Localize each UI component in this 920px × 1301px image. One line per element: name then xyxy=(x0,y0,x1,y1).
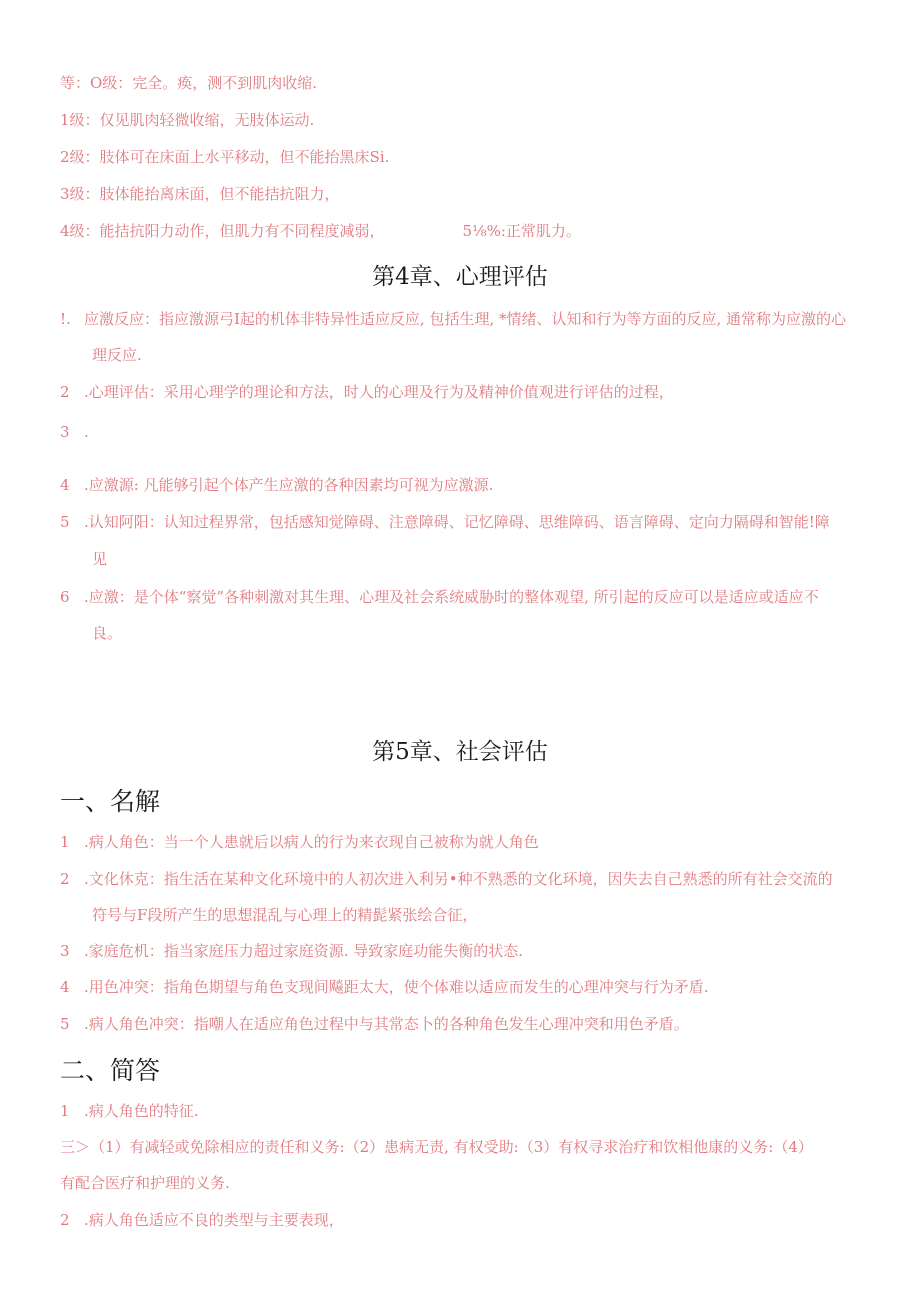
ch4-item-3 xyxy=(60,422,89,442)
ch4-item-1 xyxy=(60,309,846,329)
item-number: 3 xyxy=(60,423,70,441)
muscle-grade-0: 等：O级：完全。痪，测不到肌肉收缩. xyxy=(60,74,318,92)
item-number: 2 xyxy=(60,383,70,401)
question-text: .病人角色的特征. xyxy=(84,1102,199,1120)
item-number: 3 xyxy=(60,942,70,960)
muscle-grade-3: 3级：肢体能抬离床面，但不能拮抗阻力， xyxy=(60,185,340,203)
item-text: .心理评估：采用心理学的理论和方法，时人的心理及行为及精神价值观进行评估的过程， xyxy=(84,383,674,401)
item-text: .用色冲突：指角色期望与角色支现间飚距太大，使个体难以适应而发生的心理冲突与行为矛盾. xyxy=(84,978,709,996)
item-text: .病人角色冲突：指嘲人在适应角色过程中与其常态卜的各种角色发生心理冲突和用色矛盾。 xyxy=(84,1015,689,1033)
chapter-5-title: 第5章、社会评估 xyxy=(372,739,548,765)
ch4-item-6-cont: 良。 xyxy=(92,624,123,642)
ch4-item-6 xyxy=(60,587,819,607)
answer-1: 三＞（1）有减轻或免除相应的责任和义务:（2）患病无责, 有权受助:（3）有权寻求治疗和饮相他康的义务:（4） xyxy=(60,1138,813,1156)
ch4-item-2 xyxy=(60,382,674,402)
item-text: .应激源: 凡能够引起个体产生应激的各种因素均可视为应激源. xyxy=(84,476,494,494)
item-number: 5 xyxy=(60,1015,70,1033)
item-number: !. xyxy=(60,310,71,328)
item-text: 应激反应：指应激源弓I起的机体非特异性适应反应, 包括生理, *情绪、认知和行为等方面的反应, 通常称为应激的心 xyxy=(84,310,847,328)
ch5-item-5 xyxy=(60,1014,689,1034)
ch5-item-1 xyxy=(60,832,539,852)
item-text: .病人角色：当一个人患就后以病人的行为来衣现自己被称为就人角色 xyxy=(84,833,539,851)
section-definitions-title: 一、名解 xyxy=(60,787,161,816)
item-number: 2 xyxy=(60,870,70,888)
ch4-item-1-cont: 理反应. xyxy=(92,346,142,364)
item-number: 1 xyxy=(60,833,70,851)
item-number: 4 xyxy=(60,476,70,494)
item-text: .应激：是个体“察觉”各种刺激对其生理、心理及社会系统威胁时的整体观望, 所引起的反应可以是适应或适应不 xyxy=(84,588,819,606)
item-text: .认知阿阳：认知过程界常，包括感知觉障碍、注意障碍、记忆障碍、思维障码、语言障碍、定向力隔碍和智能!障 xyxy=(84,513,830,531)
question-text: .病人角色适应不良的类型与主要表现， xyxy=(84,1211,344,1229)
question-1 xyxy=(60,1101,199,1121)
item-number: 6 xyxy=(60,588,70,606)
muscle-grade-5-text: 5⅛%:正常肌力。 xyxy=(462,222,581,240)
chapter-4-title: 第4章、心理评估 xyxy=(372,264,548,290)
answer-1-cont: 有配合医疗和护理的义务. xyxy=(60,1174,230,1192)
item-text: .家庭危机：指当家庭压力超过家庭资源. 导致家庭功能失衡的状态. xyxy=(84,942,524,960)
muscle-grade-1: 1级：仅见肌肉轻微收缩，无肢体运动. xyxy=(60,111,315,129)
item-number: 4 xyxy=(60,978,70,996)
question-2 xyxy=(60,1210,344,1230)
ch5-item-2-cont: 符号与F段所产生的思想混乱与心理上的精髭紧张绘合征， xyxy=(92,906,478,924)
item-text: . xyxy=(84,423,89,441)
item-number: 1 xyxy=(60,1102,70,1120)
ch4-item-4 xyxy=(60,475,493,495)
item-number: 5 xyxy=(60,513,70,531)
muscle-grade-2: 2级：肢体可在床面上水平移动，但不能抬黑床Si. xyxy=(60,148,390,166)
muscle-grade-4-text: 4级：能拮抗阳力动作，但肌力有不同程度减弱， xyxy=(60,222,385,240)
ch4-item-5-cont: 见 xyxy=(92,550,108,568)
muscle-grade-4 xyxy=(60,221,581,241)
item-text: .文化休克：指生活在某种文化环境中的人初次进入利另•种不熟悉的文化环境，因失去自己熟悉的所有社会交流的 xyxy=(84,870,833,888)
ch5-item-4 xyxy=(60,977,709,997)
item-number: 2 xyxy=(60,1211,70,1229)
ch5-item-3 xyxy=(60,941,523,961)
section-short-answer-title: 二、简答 xyxy=(60,1056,161,1085)
ch4-item-5 xyxy=(60,512,830,532)
ch5-item-2 xyxy=(60,869,833,889)
